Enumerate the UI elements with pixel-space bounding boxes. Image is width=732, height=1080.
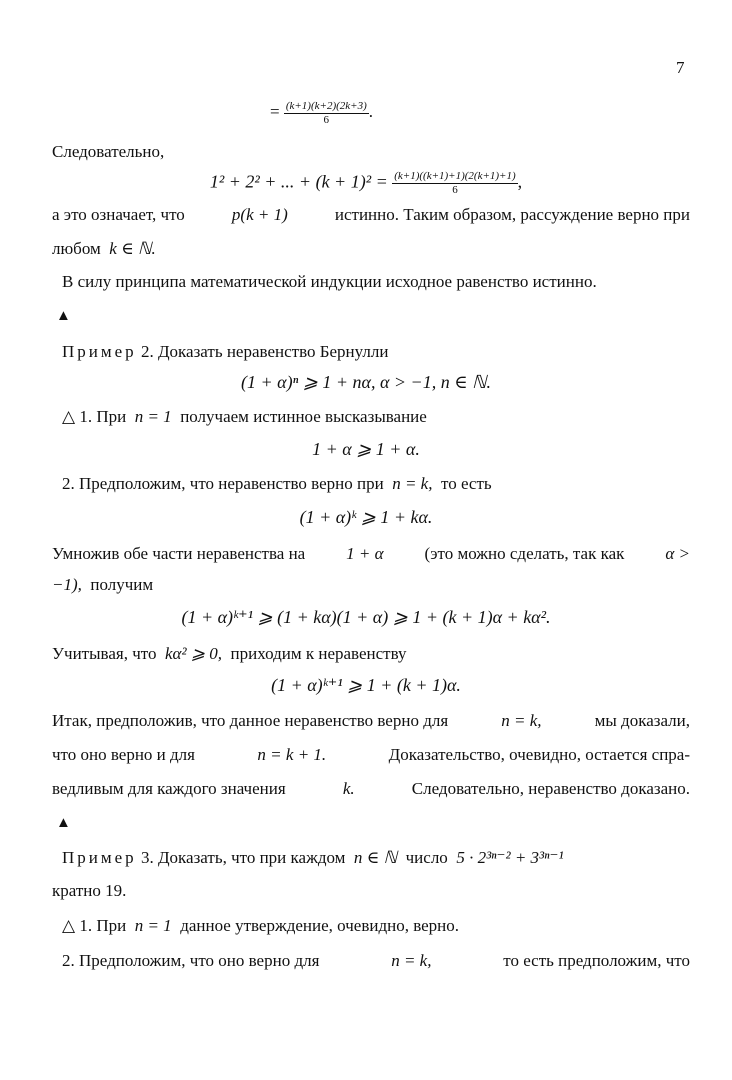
equation: (1 + α)ᵏ ⩾ 1 + kα.	[299, 507, 433, 527]
text-line: В силу принципа математической индукции исходное равенство истинно.	[62, 272, 597, 291]
text-line: Итак, предположив, что данное неравенство верно для n = k, мы доказали,	[52, 711, 690, 730]
equation: 1 + α ⩾ 1 + α.	[312, 439, 420, 459]
text-line: △ 1. При n = 1 получаем истинное высказывание	[62, 407, 427, 426]
end-of-proof-mark: ▲	[56, 815, 71, 831]
text-line: а это означает, что p(k + 1) истинно. Таким образом, рассуждение верно при	[52, 205, 690, 224]
fraction: $\frac{(k+1)((k+1)+1)(2(k+1)+1)}{6}$	[394, 170, 516, 196]
text-line: что оно верно и для n = k + 1. Доказательство, очевидно, остается спра-	[52, 745, 690, 764]
example-3-heading: Пример 3. Доказать, что при каждом n ∈ ℕ число 5 · 2³ⁿ⁻² + 3³ⁿ⁻¹	[62, 848, 564, 867]
text-line: любом k ∈ ℕ.	[52, 239, 156, 258]
text-line: 2. Предположим, что оно верно для n = k, то есть предположим, что	[62, 951, 690, 970]
equation-sum-squares: 1² + 2² + ... + (k + 1)² = $\frac{(k+1)((k+1)+1)(2(k+1)+1)}{6}$ ,	[209, 170, 523, 196]
equation: (1 + α)ᵏ⁺¹ ⩾ 1 + (k + 1)α.	[271, 675, 461, 695]
equation-continued: = $\frac{(k+1)(k+2)(2k+3)}{6}$ .	[270, 100, 373, 126]
fraction: $\frac{(k+1)(k+2)(2k+3)}{6}$	[285, 100, 367, 126]
example-2-heading: Пример 2. Доказать неравенство Бернулли	[62, 342, 389, 361]
text-line: Следовательно,	[52, 142, 165, 161]
text-line: Учитывая, что kα² ⩾ 0, приходим к неравенству	[52, 644, 407, 663]
text-line: 2. Предположим, что неравенство верно при n = k, то есть	[62, 474, 492, 493]
text-line: △ 1. При n = 1 данное утверждение, очевидно, верно.	[62, 916, 460, 935]
page-number: 7	[676, 58, 685, 77]
end-of-proof-mark: ▲	[56, 308, 71, 324]
text-line: кратно 19.	[52, 881, 127, 900]
text-line: Умножив обе части неравенства на 1 + α (это можно сделать, так как α >	[52, 544, 690, 563]
text-line: −1), получим	[52, 575, 154, 594]
equation-bernoulli: (1 + α)ⁿ ⩾ 1 + nα, α > −1, n ∈ ℕ.	[241, 372, 491, 392]
text-line: ведливым для каждого значения k. Следовательно, неравенство доказано.	[52, 779, 690, 798]
equation: (1 + α)ᵏ⁺¹ ⩾ (1 + kα)(1 + α) ⩾ 1 + (k + 1)α + kα².	[181, 607, 551, 627]
